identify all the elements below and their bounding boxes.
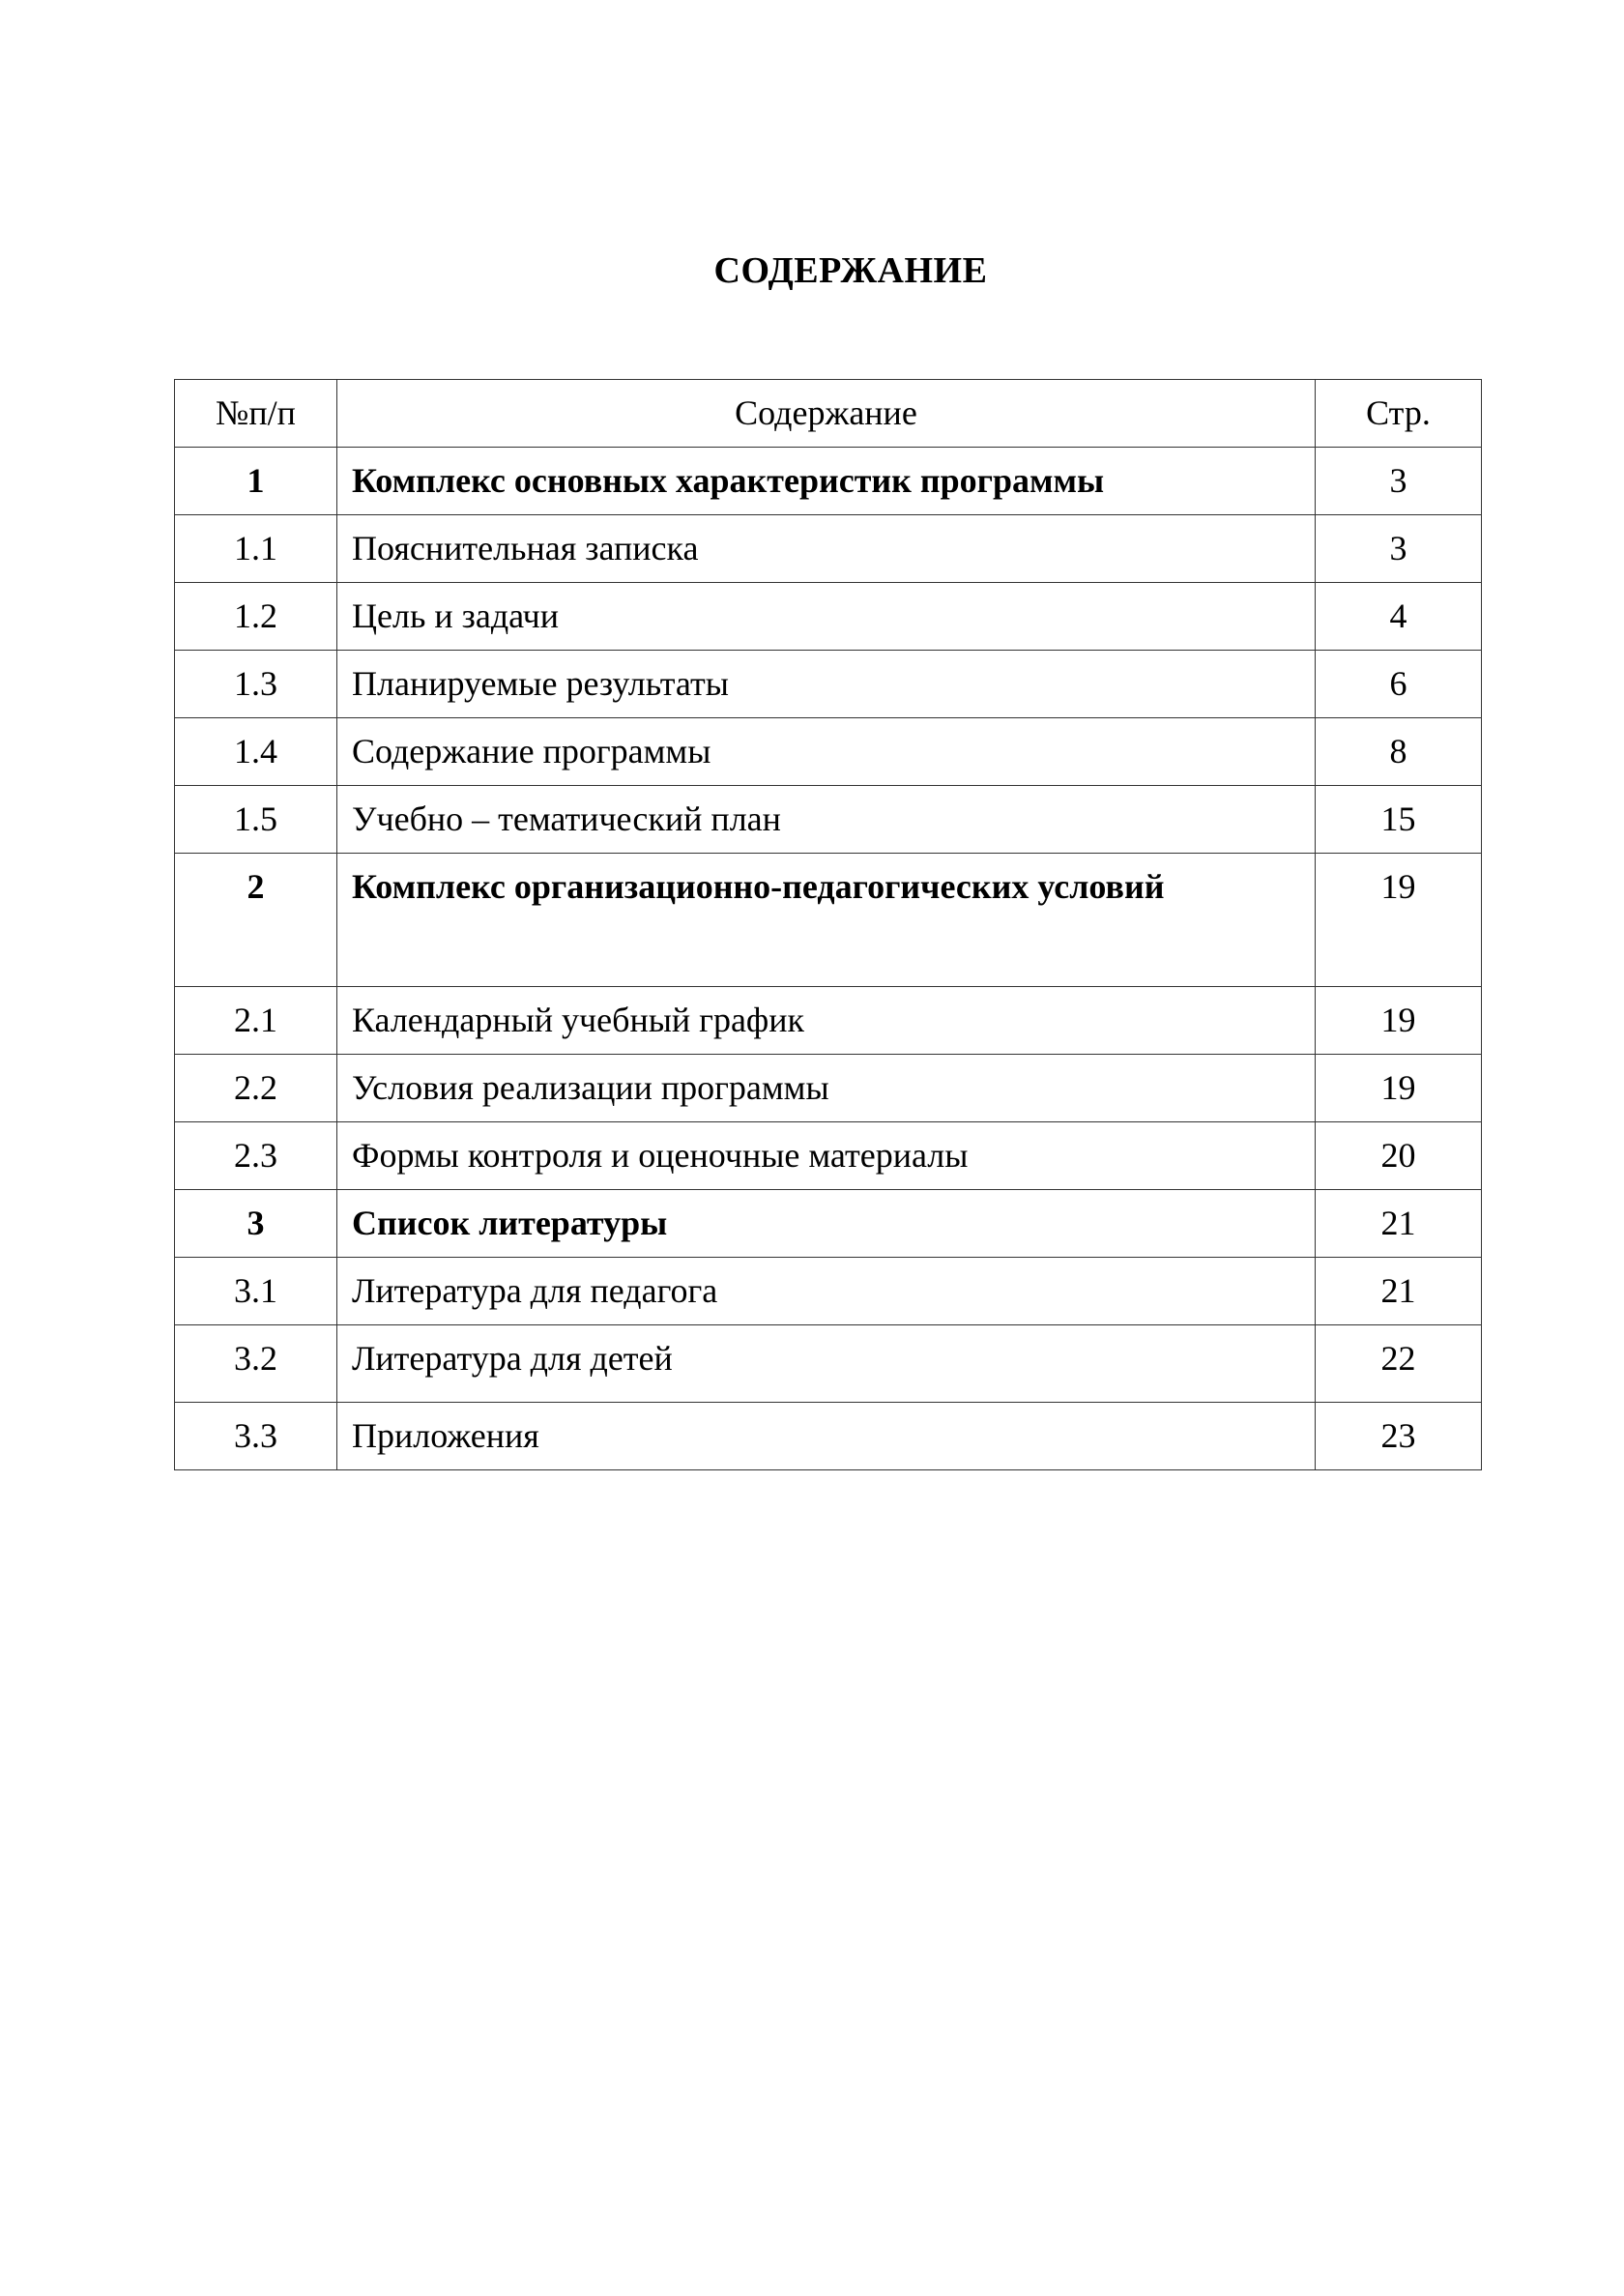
toc-row-page: 8 — [1316, 718, 1482, 786]
toc-row-number: 3.1 — [175, 1258, 337, 1325]
header-number: №п/п — [175, 380, 337, 448]
toc-row-page: 22 — [1316, 1325, 1482, 1403]
toc-row — [175, 718, 1482, 786]
toc-row — [175, 786, 1482, 854]
toc-row — [175, 1122, 1482, 1190]
toc-row — [175, 1325, 1482, 1403]
toc-row-page: 3 — [1316, 515, 1482, 583]
toc-row — [175, 987, 1482, 1055]
toc-row-title: Условия реализации программы — [337, 1055, 1316, 1122]
toc-row-title: Список литературы — [337, 1190, 1316, 1258]
toc-row-page: 21 — [1316, 1258, 1482, 1325]
toc-row-number: 2.1 — [175, 987, 337, 1055]
toc-row — [175, 1055, 1482, 1122]
toc-row-number: 1 — [175, 448, 337, 515]
page-title: СОДЕРЖАНИЕ — [713, 250, 988, 291]
toc-row-number: 1.4 — [175, 718, 337, 786]
toc-row — [175, 1403, 1482, 1470]
toc-row-number: 1.3 — [175, 651, 337, 718]
toc-row — [175, 854, 1482, 987]
toc-row-title: Планируемые результаты — [337, 651, 1316, 718]
toc-row-page: 19 — [1316, 1055, 1482, 1122]
toc-row-title: Пояснительная записка — [337, 515, 1316, 583]
toc-row-title: Формы контроля и оценочные материалы — [337, 1122, 1316, 1190]
toc-row-title: Приложения — [337, 1403, 1316, 1470]
toc-row-number: 2 — [175, 854, 337, 987]
toc-row-title: Литература для детей — [337, 1325, 1316, 1403]
toc-row-title: Учебно – тематический план — [337, 786, 1316, 854]
toc-row-page: 3 — [1316, 448, 1482, 515]
toc-row — [175, 515, 1482, 583]
toc-row-number: 1.5 — [175, 786, 337, 854]
toc-row-title: Календарный учебный график — [337, 987, 1316, 1055]
toc-row — [175, 448, 1482, 515]
toc-row-page: 6 — [1316, 651, 1482, 718]
toc-row-number: 3.3 — [175, 1403, 337, 1470]
toc-row-number: 2.3 — [175, 1122, 337, 1190]
toc-row — [175, 651, 1482, 718]
toc-row-title: Комплекс организационно-педагогических условий — [337, 854, 1316, 987]
toc-row-title: Содержание программы — [337, 718, 1316, 786]
toc-row-page: 23 — [1316, 1403, 1482, 1470]
toc-row — [175, 1258, 1482, 1325]
toc-row-page: 21 — [1316, 1190, 1482, 1258]
toc-row-page: 19 — [1316, 854, 1482, 987]
toc-row-page: 19 — [1316, 987, 1482, 1055]
toc-row-page: 15 — [1316, 786, 1482, 854]
toc-row-number: 3.2 — [175, 1325, 337, 1403]
toc-row-title: Цель и задачи — [337, 583, 1316, 651]
toc-row-number: 1.1 — [175, 515, 337, 583]
toc-row-page: 4 — [1316, 583, 1482, 651]
toc-table — [174, 379, 1482, 1470]
header-page: Стр. — [1316, 380, 1482, 448]
toc-row-number: 1.2 — [175, 583, 337, 651]
toc-row — [175, 1190, 1482, 1258]
toc-row-title: Комплекс основных характеристик программы — [337, 448, 1316, 515]
toc-header-row — [175, 380, 1482, 448]
toc-row-number: 2.2 — [175, 1055, 337, 1122]
toc-row-title: Литература для педагога — [337, 1258, 1316, 1325]
toc-row-page: 20 — [1316, 1122, 1482, 1190]
header-content: Содержание — [337, 380, 1316, 448]
toc-row — [175, 583, 1482, 651]
toc-row-number: 3 — [175, 1190, 337, 1258]
